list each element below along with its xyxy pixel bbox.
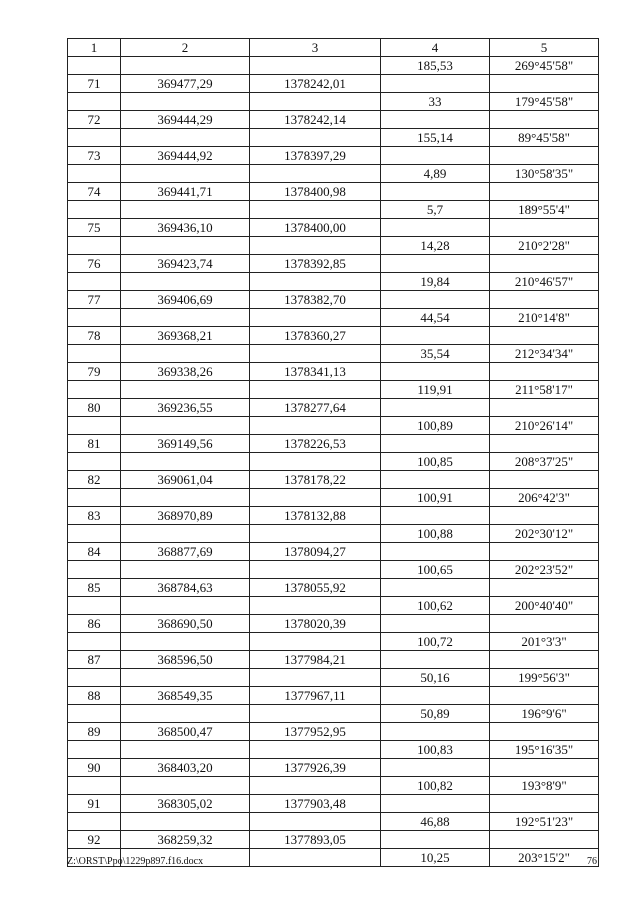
table-row <box>68 219 599 237</box>
table-row <box>68 399 599 417</box>
cell-bearing <box>490 723 599 741</box>
cell-bearing: 200°40'40" <box>490 597 599 615</box>
cell-distance: 119,91 <box>381 381 490 399</box>
cell-x-coordinate: 369338,26 <box>121 363 250 381</box>
cell-point-number: 85 <box>68 579 121 597</box>
cell-point-number: 74 <box>68 183 121 201</box>
cell-distance <box>381 75 490 93</box>
cell-distance: 155,14 <box>381 129 490 147</box>
cell-y-coordinate <box>250 129 381 147</box>
table-row <box>68 417 599 435</box>
cell-y-coordinate <box>250 525 381 543</box>
cell-bearing <box>490 579 599 597</box>
cell-y-coordinate <box>250 489 381 507</box>
cell-y-coordinate: 1378341,13 <box>250 363 381 381</box>
cell-y-coordinate <box>250 633 381 651</box>
cell-point-number <box>68 597 121 615</box>
table-row <box>68 363 599 381</box>
cell-x-coordinate: 369061,04 <box>121 471 250 489</box>
cell-y-coordinate: 1377893,05 <box>250 831 381 849</box>
table-row <box>68 147 599 165</box>
cell-distance: 100,72 <box>381 633 490 651</box>
cell-y-coordinate: 1378382,70 <box>250 291 381 309</box>
cell-x-coordinate <box>121 489 250 507</box>
cell-y-coordinate <box>250 345 381 363</box>
cell-y-coordinate: 1378397,29 <box>250 147 381 165</box>
cell-y-coordinate: 1378242,01 <box>250 75 381 93</box>
cell-distance <box>381 219 490 237</box>
cell-y-coordinate <box>250 201 381 219</box>
cell-x-coordinate: 369441,71 <box>121 183 250 201</box>
cell-x-coordinate <box>121 309 250 327</box>
cell-point-number <box>68 561 121 579</box>
cell-point-number: 73 <box>68 147 121 165</box>
cell-bearing: 192°51'23" <box>490 813 599 831</box>
cell-y-coordinate <box>250 741 381 759</box>
cell-point-number <box>68 525 121 543</box>
cell-distance: 100,85 <box>381 453 490 471</box>
cell-x-coordinate: 368784,63 <box>121 579 250 597</box>
cell-point-number <box>68 237 121 255</box>
cell-point-number <box>68 345 121 363</box>
cell-bearing: 196°9'6" <box>490 705 599 723</box>
cell-x-coordinate: 369149,56 <box>121 435 250 453</box>
cell-bearing: 210°46'57" <box>490 273 599 291</box>
cell-point-number: 87 <box>68 651 121 669</box>
table-row <box>68 489 599 507</box>
cell-distance <box>381 471 490 489</box>
cell-distance <box>381 579 490 597</box>
page-number: 76 <box>587 856 597 867</box>
table-row <box>68 345 599 363</box>
cell-bearing: 201°3'3" <box>490 633 599 651</box>
cell-bearing: 189°55'4" <box>490 201 599 219</box>
table-row <box>68 615 599 633</box>
cell-x-coordinate: 369477,29 <box>121 75 250 93</box>
cell-x-coordinate: 368596,50 <box>121 651 250 669</box>
cell-x-coordinate <box>121 165 250 183</box>
cell-x-coordinate: 369236,55 <box>121 399 250 417</box>
cell-point-number <box>68 813 121 831</box>
cell-point-number <box>68 489 121 507</box>
cell-y-coordinate: 1378360,27 <box>250 327 381 345</box>
cell-x-coordinate: 369444,29 <box>121 111 250 129</box>
table-row <box>68 309 599 327</box>
cell-point-number: 88 <box>68 687 121 705</box>
table-row <box>68 705 599 723</box>
cell-y-coordinate <box>250 417 381 435</box>
table-row <box>68 327 599 345</box>
table-row <box>68 453 599 471</box>
cell-x-coordinate <box>121 93 250 111</box>
cell-point-number: 86 <box>68 615 121 633</box>
table-row <box>68 687 599 705</box>
cell-bearing: 195°16'35" <box>490 741 599 759</box>
cell-distance <box>381 111 490 129</box>
cell-bearing <box>490 795 599 813</box>
table-row <box>68 273 599 291</box>
cell-x-coordinate <box>121 633 250 651</box>
cell-bearing <box>490 471 599 489</box>
cell-point-number <box>68 129 121 147</box>
cell-point-number <box>68 381 121 399</box>
cell-bearing: 193°8'9" <box>490 777 599 795</box>
cell-bearing: 202°23'52" <box>490 561 599 579</box>
cell-bearing <box>490 291 599 309</box>
cell-x-coordinate <box>121 237 250 255</box>
cell-distance <box>381 183 490 201</box>
cell-y-coordinate: 1378277,64 <box>250 399 381 417</box>
cell-distance: 19,84 <box>381 273 490 291</box>
cell-distance <box>381 687 490 705</box>
table-row <box>68 111 599 129</box>
cell-y-coordinate <box>250 381 381 399</box>
cell-distance: 185,53 <box>381 57 490 75</box>
table-row <box>68 669 599 687</box>
cell-distance: 100,91 <box>381 489 490 507</box>
table-row <box>68 525 599 543</box>
cell-bearing: 208°37'25" <box>490 453 599 471</box>
table-row <box>68 831 599 849</box>
table-row <box>68 57 599 75</box>
cell-distance: 10,25 <box>381 849 490 867</box>
cell-x-coordinate <box>121 201 250 219</box>
cell-y-coordinate <box>250 849 381 867</box>
cell-y-coordinate: 1377984,21 <box>250 651 381 669</box>
cell-point-number <box>68 57 121 75</box>
table-row <box>68 777 599 795</box>
cell-distance <box>381 543 490 561</box>
cell-bearing <box>490 651 599 669</box>
table-row <box>68 561 599 579</box>
cell-bearing: 210°2'28" <box>490 237 599 255</box>
cell-bearing <box>490 615 599 633</box>
table-body <box>68 57 599 867</box>
cell-y-coordinate <box>250 705 381 723</box>
cell-distance <box>381 327 490 345</box>
cell-y-coordinate <box>250 309 381 327</box>
cell-x-coordinate <box>121 741 250 759</box>
table-row <box>68 543 599 561</box>
cell-point-number <box>68 165 121 183</box>
cell-distance: 50,16 <box>381 669 490 687</box>
cell-x-coordinate <box>121 705 250 723</box>
cell-x-coordinate: 369368,21 <box>121 327 250 345</box>
cell-point-number <box>68 201 121 219</box>
cell-distance: 14,28 <box>381 237 490 255</box>
cell-y-coordinate: 1378132,88 <box>250 507 381 525</box>
cell-y-coordinate <box>250 237 381 255</box>
cell-y-coordinate: 1377967,11 <box>250 687 381 705</box>
cell-distance: 100,82 <box>381 777 490 795</box>
table-row <box>68 813 599 831</box>
cell-y-coordinate: 1378242,14 <box>250 111 381 129</box>
cell-point-number <box>68 417 121 435</box>
table-row <box>68 795 599 813</box>
table-row <box>68 381 599 399</box>
cell-point-number: 91 <box>68 795 121 813</box>
cell-point-number: 82 <box>68 471 121 489</box>
cell-distance: 4,89 <box>381 165 490 183</box>
cell-bearing <box>490 363 599 381</box>
cell-x-coordinate: 368877,69 <box>121 543 250 561</box>
cell-distance <box>381 399 490 417</box>
cell-distance: 33 <box>381 93 490 111</box>
cell-point-number: 77 <box>68 291 121 309</box>
cell-bearing: 210°26'14" <box>490 417 599 435</box>
cell-point-number: 76 <box>68 255 121 273</box>
cell-distance: 35,54 <box>381 345 490 363</box>
cell-point-number: 78 <box>68 327 121 345</box>
cell-x-coordinate <box>121 57 250 75</box>
cell-bearing <box>490 831 599 849</box>
cell-y-coordinate: 1377952,95 <box>250 723 381 741</box>
cell-y-coordinate: 1378055,92 <box>250 579 381 597</box>
cell-y-coordinate <box>250 561 381 579</box>
table-row <box>68 579 599 597</box>
cell-point-number: 79 <box>68 363 121 381</box>
cell-bearing: 179°45'58" <box>490 93 599 111</box>
cell-bearing: 211°58'17" <box>490 381 599 399</box>
cell-distance <box>381 507 490 525</box>
cell-point-number <box>68 633 121 651</box>
cell-x-coordinate: 369444,92 <box>121 147 250 165</box>
cell-y-coordinate <box>250 597 381 615</box>
cell-x-coordinate <box>121 381 250 399</box>
table-row <box>68 255 599 273</box>
cell-distance: 100,83 <box>381 741 490 759</box>
cell-point-number: 75 <box>68 219 121 237</box>
cell-bearing <box>490 687 599 705</box>
cell-bearing: 210°14'8" <box>490 309 599 327</box>
cell-distance <box>381 615 490 633</box>
cell-x-coordinate: 369423,74 <box>121 255 250 273</box>
table-row <box>68 471 599 489</box>
cell-y-coordinate: 1378094,27 <box>250 543 381 561</box>
cell-bearing: 89°45'58" <box>490 129 599 147</box>
cell-point-number <box>68 705 121 723</box>
cell-distance <box>381 435 490 453</box>
table-header-row <box>68 39 599 57</box>
cell-point-number: 81 <box>68 435 121 453</box>
table-row <box>68 759 599 777</box>
cell-distance: 100,65 <box>381 561 490 579</box>
cell-bearing: 202°30'12" <box>490 525 599 543</box>
cell-y-coordinate <box>250 165 381 183</box>
cell-distance: 44,54 <box>381 309 490 327</box>
cell-x-coordinate: 368403,20 <box>121 759 250 777</box>
header-col-1: 1 <box>68 39 121 57</box>
cell-point-number: 92 <box>68 831 121 849</box>
cell-distance <box>381 831 490 849</box>
cell-distance <box>381 255 490 273</box>
table-row <box>68 75 599 93</box>
cell-y-coordinate: 1378400,00 <box>250 219 381 237</box>
table-row <box>68 201 599 219</box>
cell-y-coordinate <box>250 93 381 111</box>
table-row <box>68 183 599 201</box>
table-row <box>68 723 599 741</box>
cell-y-coordinate <box>250 57 381 75</box>
cell-x-coordinate: 368500,47 <box>121 723 250 741</box>
cell-distance <box>381 759 490 777</box>
table-row <box>68 633 599 651</box>
cell-distance <box>381 147 490 165</box>
cell-bearing: 203°15'2" <box>490 849 599 867</box>
cell-point-number <box>68 93 121 111</box>
cell-bearing: 199°56'3" <box>490 669 599 687</box>
cell-y-coordinate: 1378178,22 <box>250 471 381 489</box>
cell-distance <box>381 723 490 741</box>
cell-point-number: 83 <box>68 507 121 525</box>
cell-distance <box>381 363 490 381</box>
file-path: Z:\ORST\Ppo\1229p897.f16.docx <box>67 856 204 867</box>
coordinates-table <box>67 38 599 867</box>
cell-point-number <box>68 453 121 471</box>
cell-bearing <box>490 183 599 201</box>
cell-bearing <box>490 255 599 273</box>
cell-x-coordinate <box>121 777 250 795</box>
cell-y-coordinate: 1378020,39 <box>250 615 381 633</box>
table-row <box>68 741 599 759</box>
cell-y-coordinate: 1378400,98 <box>250 183 381 201</box>
cell-bearing <box>490 111 599 129</box>
cell-point-number: 71 <box>68 75 121 93</box>
cell-distance <box>381 651 490 669</box>
cell-x-coordinate <box>121 273 250 291</box>
cell-bearing: 130°58'35" <box>490 165 599 183</box>
cell-distance: 100,88 <box>381 525 490 543</box>
cell-point-number: 80 <box>68 399 121 417</box>
cell-x-coordinate: 369406,69 <box>121 291 250 309</box>
cell-point-number <box>68 741 121 759</box>
header-col-5: 5 <box>490 39 599 57</box>
cell-x-coordinate: 369436,10 <box>121 219 250 237</box>
table-row <box>68 507 599 525</box>
cell-x-coordinate <box>121 669 250 687</box>
cell-x-coordinate <box>121 417 250 435</box>
cell-x-coordinate <box>121 597 250 615</box>
cell-x-coordinate: 368305,02 <box>121 795 250 813</box>
cell-distance <box>381 291 490 309</box>
cell-y-coordinate: 1377903,48 <box>250 795 381 813</box>
cell-point-number <box>68 777 121 795</box>
cell-y-coordinate: 1378392,85 <box>250 255 381 273</box>
cell-bearing <box>490 219 599 237</box>
cell-y-coordinate: 1377926,39 <box>250 759 381 777</box>
cell-point-number <box>68 273 121 291</box>
cell-y-coordinate <box>250 813 381 831</box>
cell-point-number <box>68 309 121 327</box>
cell-point-number: 84 <box>68 543 121 561</box>
table-row <box>68 165 599 183</box>
cell-point-number: 90 <box>68 759 121 777</box>
table-row <box>68 93 599 111</box>
cell-bearing <box>490 435 599 453</box>
cell-bearing: 269°45'58" <box>490 57 599 75</box>
cell-bearing <box>490 75 599 93</box>
header-col-3: 3 <box>250 39 381 57</box>
cell-x-coordinate: 368690,50 <box>121 615 250 633</box>
cell-bearing <box>490 399 599 417</box>
cell-bearing <box>490 507 599 525</box>
cell-x-coordinate <box>121 525 250 543</box>
cell-bearing <box>490 759 599 777</box>
cell-x-coordinate <box>121 129 250 147</box>
table-row <box>68 237 599 255</box>
table-row <box>68 129 599 147</box>
table-row <box>68 291 599 309</box>
cell-x-coordinate <box>121 561 250 579</box>
cell-distance: 46,88 <box>381 813 490 831</box>
cell-bearing <box>490 147 599 165</box>
cell-y-coordinate <box>250 453 381 471</box>
table-row <box>68 597 599 615</box>
cell-x-coordinate <box>121 453 250 471</box>
header-col-2: 2 <box>121 39 250 57</box>
cell-x-coordinate: 368549,35 <box>121 687 250 705</box>
cell-point-number <box>68 669 121 687</box>
cell-x-coordinate <box>121 813 250 831</box>
cell-y-coordinate: 1378226,53 <box>250 435 381 453</box>
header-col-4: 4 <box>381 39 490 57</box>
cell-x-coordinate: 368970,89 <box>121 507 250 525</box>
table-row <box>68 435 599 453</box>
cell-point-number: 89 <box>68 723 121 741</box>
cell-distance <box>381 795 490 813</box>
cell-bearing: 206°42'3" <box>490 489 599 507</box>
cell-distance: 50,89 <box>381 705 490 723</box>
cell-distance: 5,7 <box>381 201 490 219</box>
table-row <box>68 651 599 669</box>
cell-x-coordinate: 368259,32 <box>121 831 250 849</box>
cell-distance: 100,62 <box>381 597 490 615</box>
cell-y-coordinate <box>250 273 381 291</box>
cell-y-coordinate <box>250 669 381 687</box>
cell-y-coordinate <box>250 777 381 795</box>
cell-bearing: 212°34'34" <box>490 345 599 363</box>
cell-distance: 100,89 <box>381 417 490 435</box>
cell-x-coordinate <box>121 345 250 363</box>
cell-bearing <box>490 543 599 561</box>
cell-bearing <box>490 327 599 345</box>
cell-point-number: 72 <box>68 111 121 129</box>
